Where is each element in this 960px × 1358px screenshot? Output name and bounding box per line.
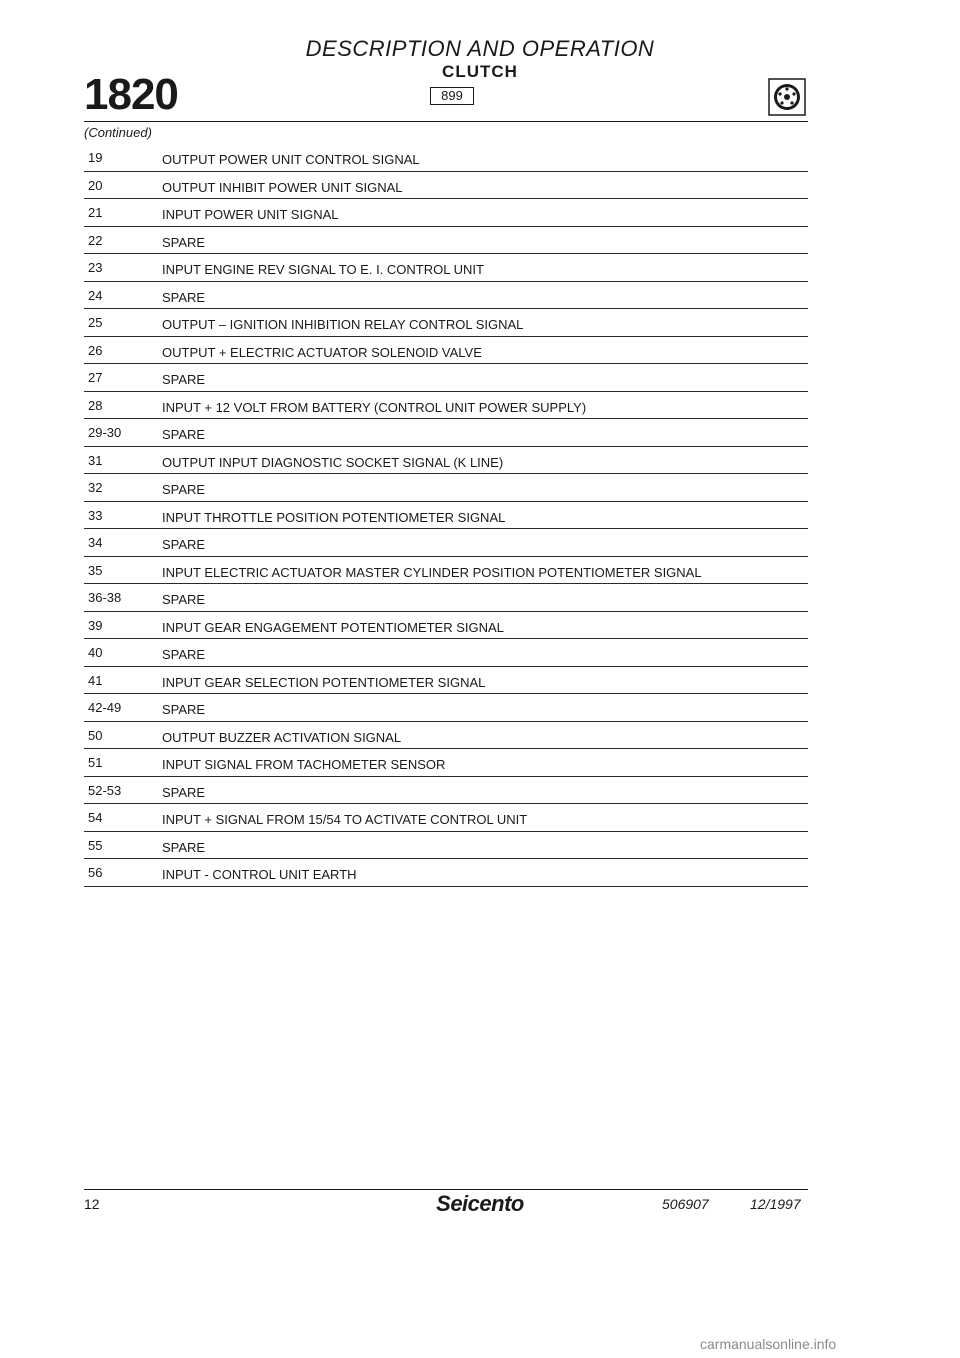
pin-table — [84, 144, 808, 887]
pin-description: SPARE — [162, 702, 206, 717]
table-row — [84, 777, 808, 805]
pin-number: 39 — [88, 617, 103, 633]
pin-description: OUTPUT POWER UNIT CONTROL SIGNAL — [162, 152, 420, 167]
pin-description: SPARE — [162, 372, 206, 387]
pin-description: OUTPUT INPUT DIAGNOSTIC SOCKET SIGNAL (K LINE) — [162, 454, 504, 470]
table-row — [84, 447, 808, 475]
section-subtitle: CLUTCH — [442, 62, 518, 81]
table-row — [84, 309, 808, 337]
section-code-box: 899 — [430, 87, 474, 105]
table-row — [84, 172, 808, 200]
pin-description: INPUT SIGNAL FROM TACHOMETER SENSOR — [162, 757, 446, 772]
header-divider — [84, 121, 808, 122]
section-number: 1820 — [84, 70, 178, 119]
pin-number: 55 — [88, 837, 103, 853]
pin-description: SPARE — [162, 537, 206, 552]
pin-number: 36-38 — [88, 590, 122, 605]
footer-divider — [84, 1189, 808, 1190]
table-row — [84, 337, 808, 365]
pin-number: 27 — [88, 370, 103, 385]
pin-description: OUTPUT + ELECTRIC ACTUATOR SOLENOID VALVE — [162, 344, 482, 360]
pin-description: INPUT + 12 VOLT FROM BATTERY (CONTROL UNIT POWER SUPPLY) — [162, 399, 587, 415]
pin-description: INPUT THROTTLE POSITION POTENTIOMETER SIGNAL — [162, 509, 506, 525]
pin-description: OUTPUT INHIBIT POWER UNIT SIGNAL — [162, 179, 403, 195]
pin-description: SPARE — [162, 289, 206, 305]
table-row — [84, 722, 808, 750]
pin-number: 41 — [88, 672, 103, 688]
pin-number: 26 — [88, 342, 103, 358]
pin-number: 29-30 — [88, 425, 122, 440]
table-row — [84, 612, 808, 640]
pin-number: 54 — [88, 810, 103, 825]
pin-description: INPUT ENGINE REV SIGNAL TO E. I. CONTROL UNIT — [162, 262, 484, 277]
pin-number: 32 — [88, 480, 103, 495]
pin-description: SPARE — [162, 647, 206, 662]
pin-number: 52-53 — [88, 782, 122, 798]
table-row — [84, 557, 808, 585]
watermark: carmanualsonline.info — [700, 1336, 837, 1352]
table-row — [84, 694, 808, 722]
pin-number: 24 — [88, 287, 103, 303]
pin-number: 25 — [88, 315, 103, 330]
pin-number: 56 — [88, 865, 103, 880]
pin-number: 34 — [88, 535, 103, 550]
pin-number: 21 — [88, 205, 103, 220]
pin-number: 19 — [88, 150, 103, 165]
table-row — [84, 227, 808, 255]
table-row — [84, 254, 808, 282]
pin-description: SPARE — [162, 427, 206, 442]
pin-number: 31 — [88, 452, 103, 468]
page-number: 12 — [84, 1196, 100, 1212]
pin-number: 22 — [88, 232, 103, 248]
pin-description: INPUT GEAR ENGAGEMENT POTENTIOMETER SIGNAL — [162, 619, 504, 635]
table-row — [84, 832, 808, 860]
pin-description: OUTPUT – IGNITION INHIBITION RELAY CONTROL SIGNAL — [162, 317, 524, 332]
table-row — [84, 859, 808, 887]
pin-number: 33 — [88, 507, 103, 523]
pin-number: 20 — [88, 177, 103, 193]
document-number: 506907 — [662, 1196, 709, 1212]
pin-description: INPUT - CONTROL UNIT EARTH — [162, 867, 357, 882]
table-row — [84, 749, 808, 777]
publication-date: 12/1997 — [750, 1196, 801, 1212]
pin-description: SPARE — [162, 234, 206, 250]
wheel-logo-icon — [768, 78, 806, 116]
pin-description: OUTPUT BUZZER ACTIVATION SIGNAL — [162, 729, 402, 745]
table-row — [84, 474, 808, 502]
pin-description: SPARE — [162, 784, 206, 800]
table-row — [84, 392, 808, 420]
brand-logo: Seicento — [436, 1191, 524, 1216]
pin-number: 35 — [88, 562, 103, 578]
table-row — [84, 199, 808, 227]
table-row — [84, 584, 808, 612]
pin-number: 40 — [88, 645, 103, 660]
pin-description: SPARE — [162, 592, 206, 607]
pin-description: INPUT ELECTRIC ACTUATOR MASTER CYLINDER POSITION POTENTIOMETER SIGNAL — [162, 564, 702, 580]
table-row — [84, 144, 808, 172]
continued-label: (Continued) — [84, 125, 152, 140]
pin-description: INPUT + SIGNAL FROM 15/54 TO ACTIVATE CONTROL UNIT — [162, 812, 528, 827]
pin-number: 51 — [88, 755, 103, 770]
page-title: DESCRIPTION AND OPERATION — [305, 36, 655, 61]
pin-number: 28 — [88, 397, 103, 413]
table-row — [84, 419, 808, 447]
pin-number: 42-49 — [88, 700, 122, 715]
table-row — [84, 502, 808, 530]
table-row — [84, 364, 808, 392]
pin-description: SPARE — [162, 482, 206, 497]
pin-description: INPUT POWER UNIT SIGNAL — [162, 207, 339, 222]
pin-description: SPARE — [162, 839, 206, 855]
table-row — [84, 639, 808, 667]
table-row — [84, 282, 808, 310]
table-row — [84, 804, 808, 832]
table-row — [84, 529, 808, 557]
table-row — [84, 667, 808, 695]
pin-number: 50 — [88, 727, 103, 743]
pin-number: 23 — [88, 260, 103, 275]
pin-description: INPUT GEAR SELECTION POTENTIOMETER SIGNAL — [162, 674, 486, 690]
